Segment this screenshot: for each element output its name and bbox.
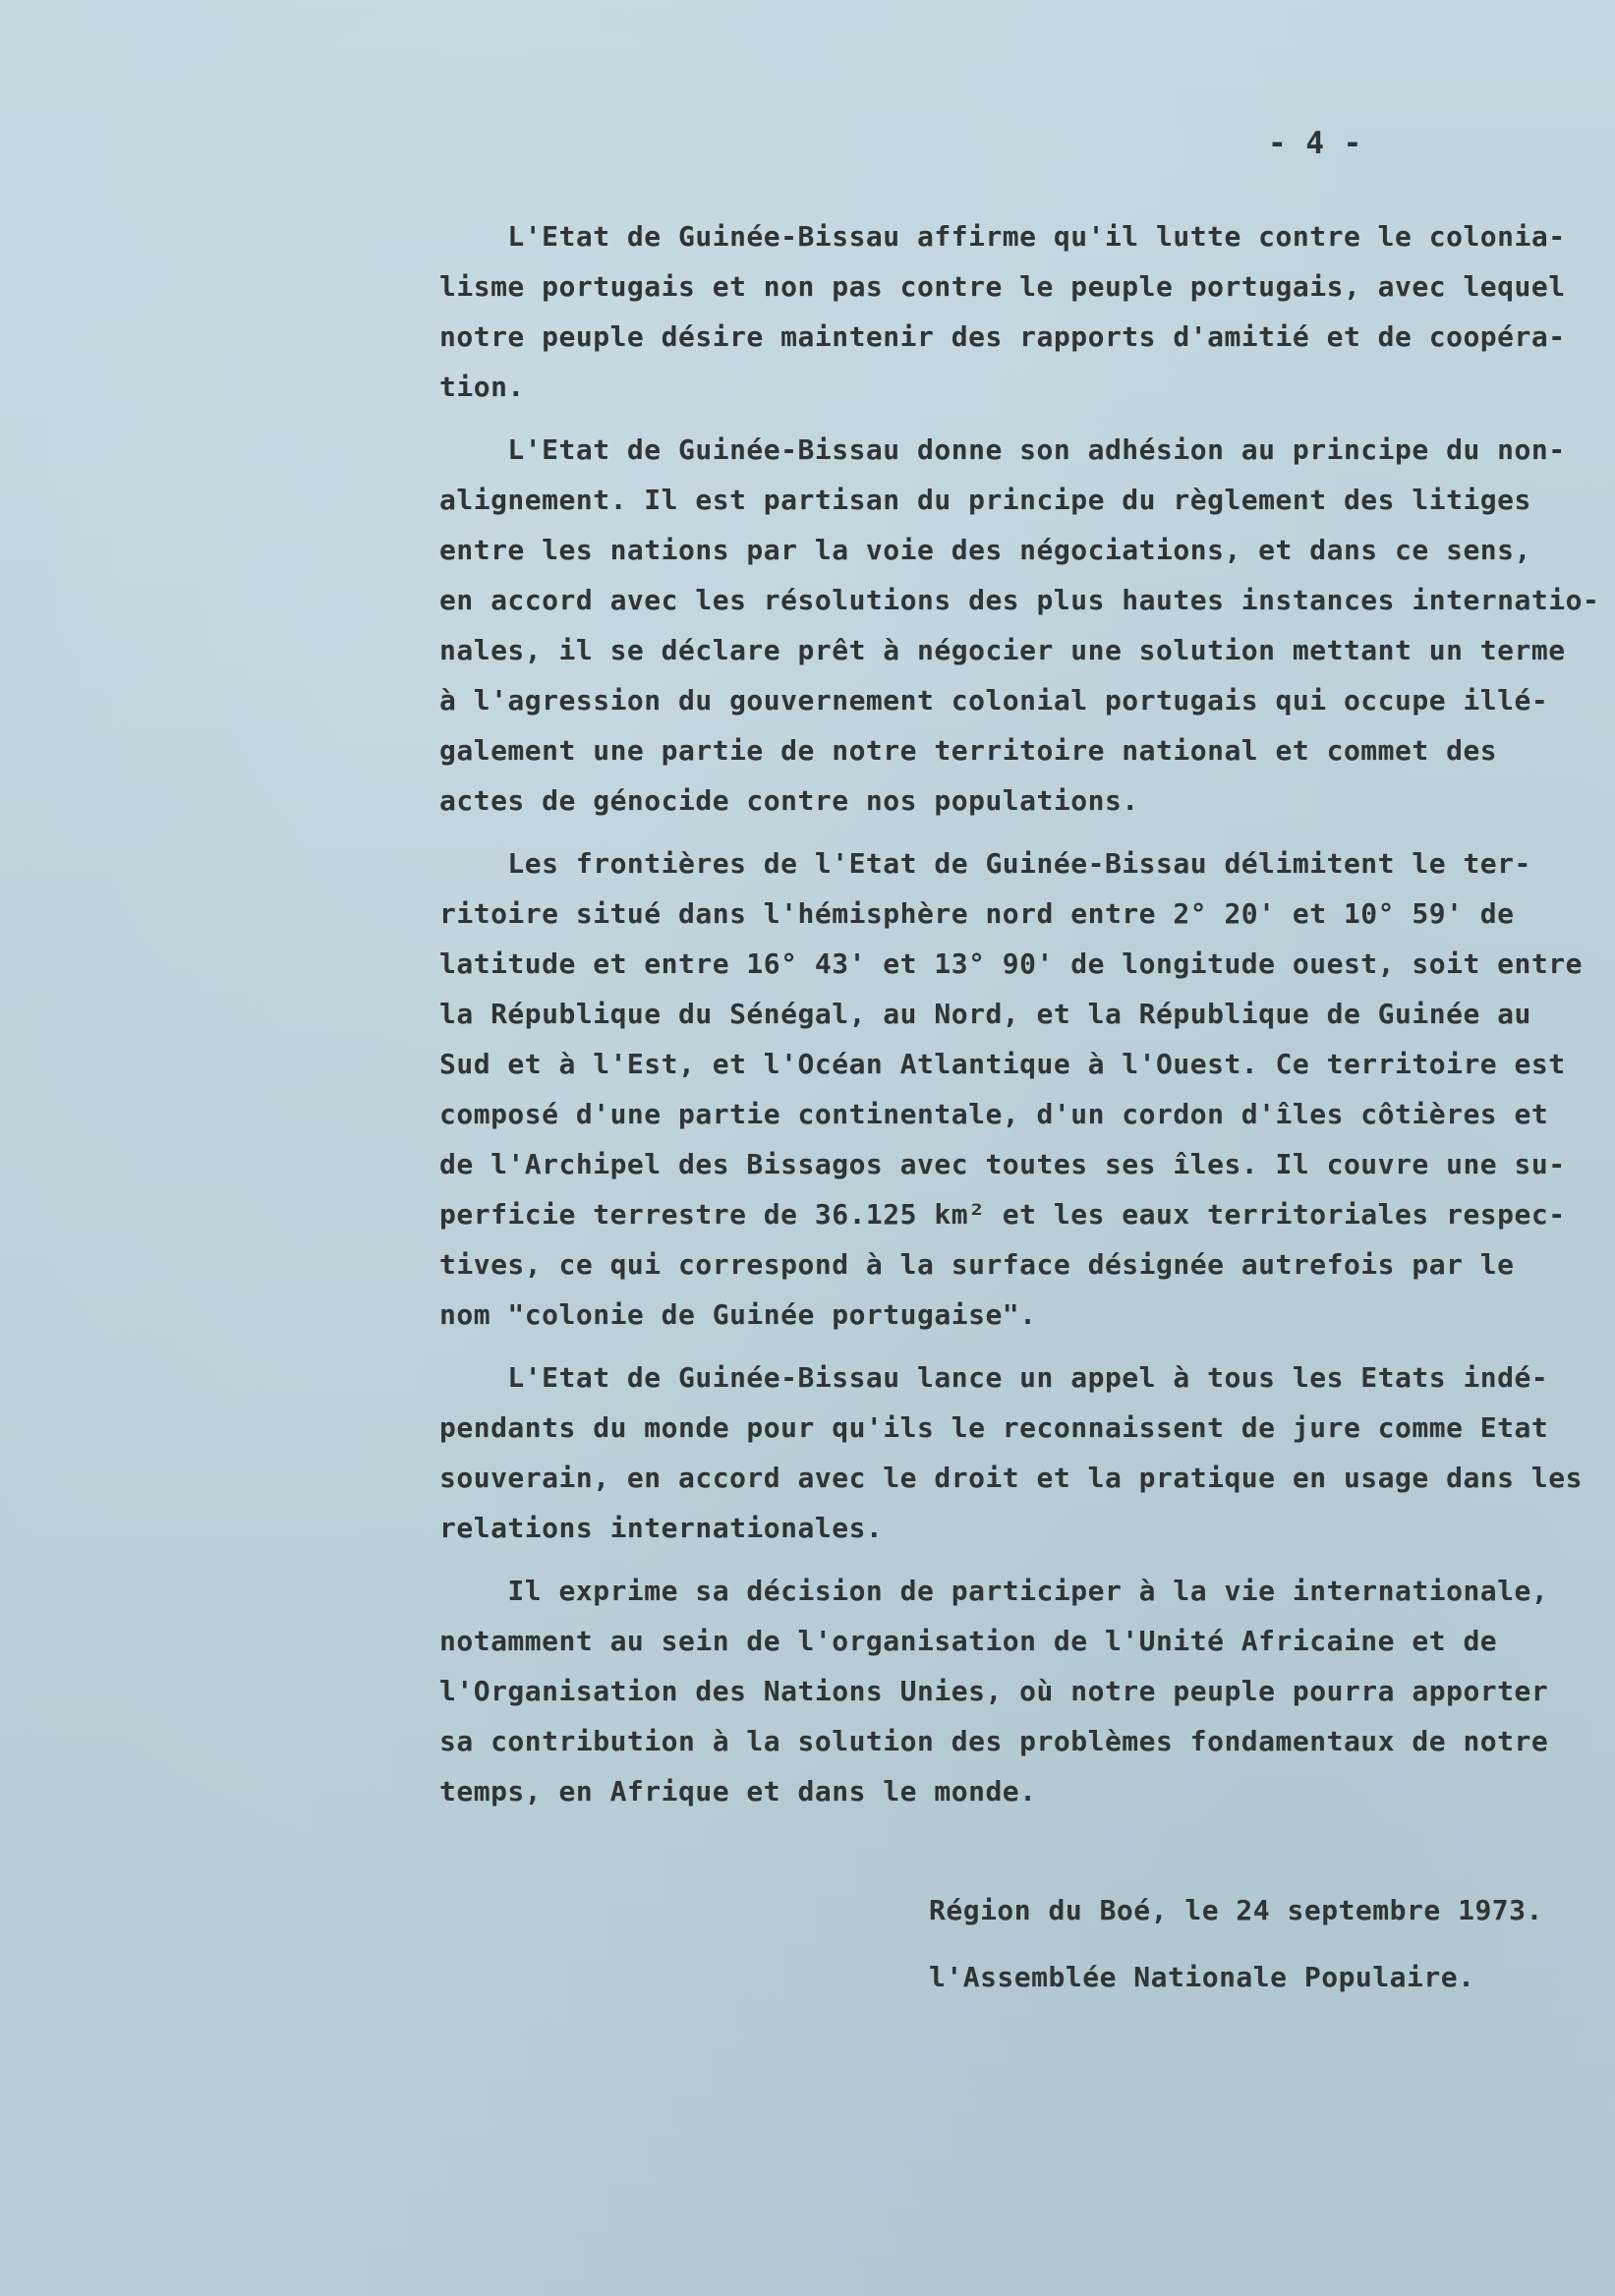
paragraph <box>439 211 1609 412</box>
paragraph <box>439 1566 1609 1816</box>
text-line: alignement. Il est partisan du principe du règlement des litiges <box>439 484 1531 516</box>
document-body <box>439 211 1609 1829</box>
signature-block <box>929 1877 1543 2011</box>
signatory: l'Assemblée Nationale Populaire. <box>929 1961 1475 1993</box>
text-line: L'Etat de Guinée-Bissau lance un appel à tous les Etats indé- <box>439 1361 1549 1394</box>
text-line: en accord avec les résolutions des plus hautes instances internatio- <box>439 584 1600 616</box>
text-line: pendants du monde pour qu'ils le reconnaissent de jure comme Etat <box>439 1411 1549 1444</box>
text-line: Sud et à l'Est, et l'Océan Atlantique à l'Ouest. Ce territoire est <box>439 1048 1566 1080</box>
text-line: composé d'une partie continentale, d'un cordon d'îles côtières et <box>439 1098 1549 1130</box>
text-line: tives, ce qui correspond à la surface désignée autrefois par le <box>439 1248 1515 1281</box>
page-number: - 4 - <box>1268 126 1362 161</box>
text-line: ritoire situé dans l'hémisphère nord entre 2° 20' et 10° 59' de <box>439 897 1515 930</box>
text-line: l'Organisation des Nations Unies, où notre peuple pourra apporter <box>439 1675 1549 1707</box>
text-line: nales, il se déclare prêt à négocier une solution mettant un terme <box>439 634 1566 666</box>
text-line: relations internationales. <box>439 1512 884 1544</box>
text-line: souverain, en accord avec le droit et la pratique en usage dans les <box>439 1462 1583 1494</box>
text-line: perficie terrestre de 36.125 km² et les eaux territoriales respec- <box>439 1198 1566 1231</box>
text-line: à l'agression du gouvernement colonial portugais qui occupe illé- <box>439 684 1549 717</box>
text-line: sa contribution à la solution des problèmes fondamentaux de notre <box>439 1725 1549 1757</box>
text-line: notre peuple désire maintenir des rapports d'amitié et de coopéra- <box>439 320 1566 353</box>
text-line: la République du Sénégal, au Nord, et la République de Guinée au <box>439 998 1531 1030</box>
paragraph <box>439 1352 1609 1553</box>
text-line: nom "colonie de Guinée portugaise". <box>439 1298 1037 1331</box>
paragraph <box>439 425 1609 826</box>
text-line: galement une partie de notre territoire national et commet des <box>439 734 1498 767</box>
text-line: de l'Archipel des Bissagos avec toutes ses îles. Il couvre une su- <box>439 1148 1566 1180</box>
text-line: latitude et entre 16° 43' et 13° 90' de longitude ouest, soit entre <box>439 947 1583 980</box>
place-date: Région du Boé, le 24 septembre 1973. <box>929 1894 1543 1926</box>
text-line: Les frontières de l'Etat de Guinée-Bissau délimitent le ter- <box>439 847 1531 880</box>
text-line: entre les nations par la voie des négociations, et dans ce sens, <box>439 534 1531 566</box>
paragraph <box>439 838 1609 1340</box>
text-line: L'Etat de Guinée-Bissau affirme qu'il lutte contre le colonia- <box>439 220 1566 253</box>
text-line: tion. <box>439 371 525 403</box>
text-line: L'Etat de Guinée-Bissau donne son adhésion au principe du non- <box>439 433 1566 466</box>
text-line: actes de génocide contre nos populations. <box>439 784 1139 817</box>
text-line: notamment au sein de l'organisation de l'Unité Africaine et de <box>439 1625 1498 1657</box>
text-line: lisme portugais et non pas contre le peuple portugais, avec lequel <box>439 270 1566 303</box>
text-line: Il exprime sa décision de participer à la vie internationale, <box>439 1575 1549 1607</box>
text-line: temps, en Afrique et dans le monde. <box>439 1775 1037 1808</box>
